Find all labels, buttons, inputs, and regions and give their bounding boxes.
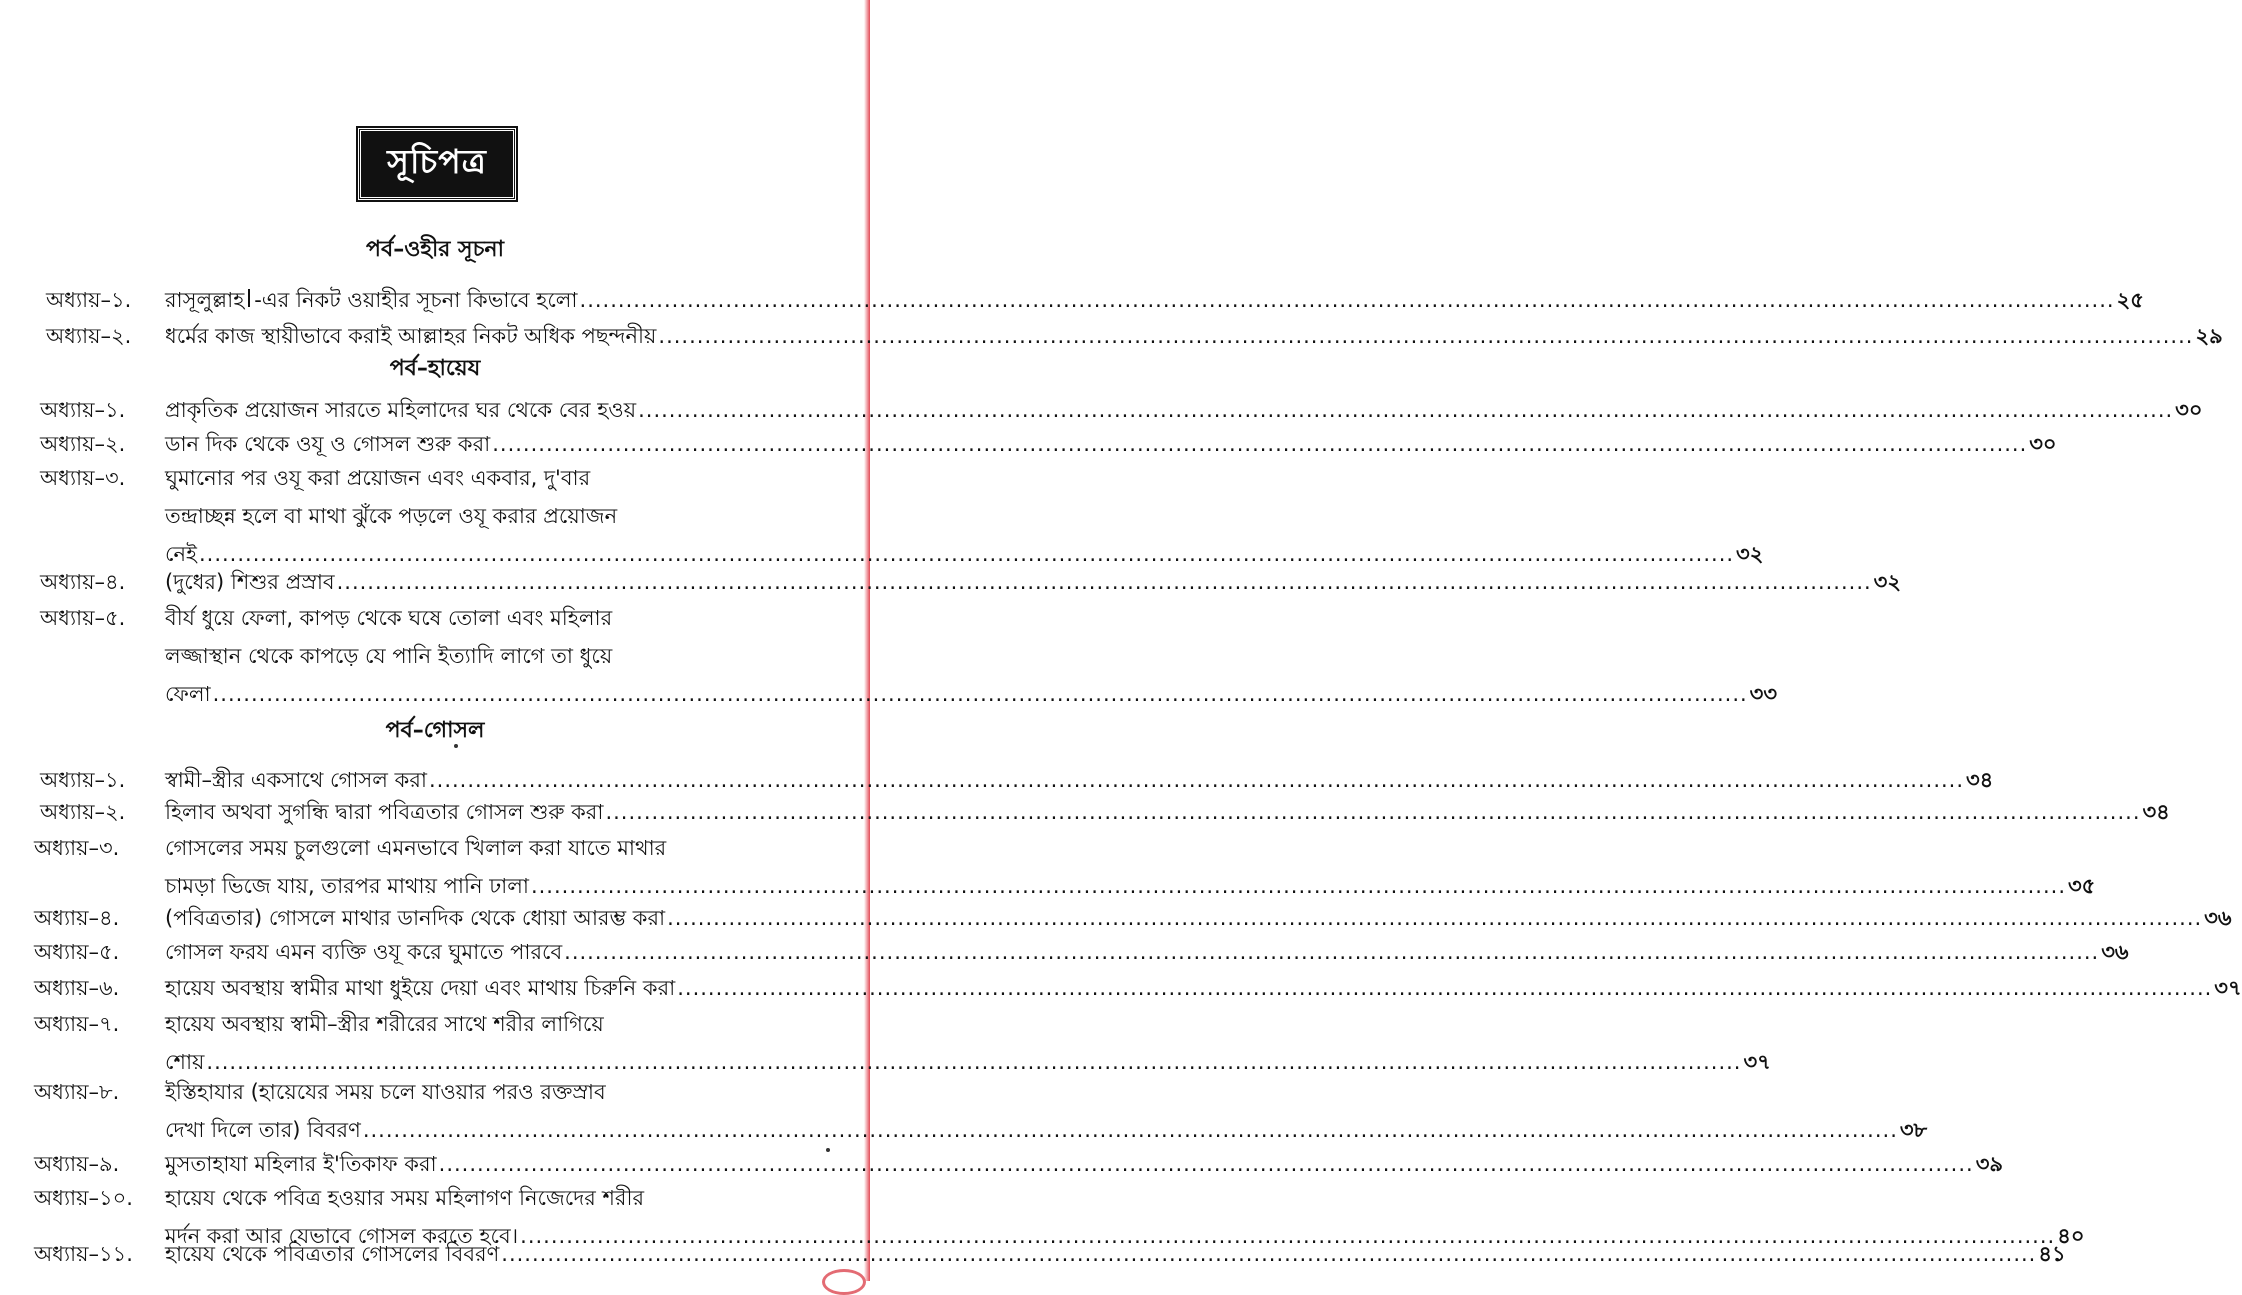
- page-number: ৩৪: [1966, 768, 1994, 792]
- chapter-title-text: গোসলের সময় চুলগুলো এমনভাবে খিলাল করা যাতে মাথার: [165, 836, 667, 860]
- chapter-title-line: [165, 428, 2057, 463]
- leader-dots: ........................................................................................................................................................................................................: [438, 1152, 1974, 1176]
- chapter-title-text: হায়েয থেকে পবিত্র হওয়ার সময় মহিলাগণ নিজেদের শরীর: [165, 1186, 645, 1210]
- print-speck: [826, 1148, 830, 1152]
- section-heading: পর্ব–হায়েয: [389, 356, 481, 381]
- leader-dots: ........................................................................................................................................................................................................: [638, 398, 2174, 422]
- chapter-label: অধ্যায়–১.: [40, 768, 126, 792]
- leader-dots: ........................................................................................................................................................................................................: [564, 940, 2100, 964]
- leader-dots: ........................................................................................................................................................................................................: [605, 800, 2141, 824]
- page-number: ৩০: [2029, 432, 2057, 456]
- leader-dots: ........................................................................................................................................................................................................: [667, 906, 2203, 930]
- chapter-label: অধ্যায়–২.: [46, 324, 132, 348]
- page-number: ৩০: [2175, 398, 2203, 422]
- chapter-title-text: তন্দ্রাচ্ছন্ন হলে বা মাথা ঝুঁকে পড়লে ওযূ করার প্রয়োজন: [165, 504, 618, 528]
- chapter-title-line: [165, 1114, 1928, 1149]
- chapter-title-line: [165, 320, 2223, 355]
- chapter-title-line: [165, 972, 2242, 1007]
- leader-dots: ........................................................................................................................................................................................................: [658, 324, 2194, 348]
- chapter-title-text: হিলাব অথবা সুগন্ধি দ্বারা পবিত্রতার গোসল শুরু করা: [165, 800, 604, 824]
- chapter-title-text: ফেলা: [165, 682, 211, 706]
- leader-dots: ........................................................................................................................................................................................................: [212, 682, 1748, 706]
- toc-entry: [0, 936, 2129, 974]
- chapter-label: অধ্যায়–২.: [40, 800, 126, 824]
- page-number: ৩৬: [2101, 940, 2129, 964]
- chapter-title-line: [165, 902, 2232, 937]
- toc-entry: [0, 1008, 1771, 1084]
- chapter-title-line: [165, 936, 2129, 971]
- toc-entry: [0, 394, 2203, 432]
- page-number: ২৯: [2195, 324, 2223, 348]
- leader-dots: ........................................................................................................................................................................................................: [530, 874, 2067, 898]
- section-heading: পর্ব–ওহীর সূচনা: [366, 237, 504, 262]
- toc-entry: [0, 1076, 1928, 1152]
- section-heading: পর্ব–গোসল: [385, 718, 485, 743]
- page-number: ৪০: [2057, 1224, 2085, 1248]
- toc-entry: [0, 428, 2057, 466]
- chapter-title-line: [165, 1148, 2003, 1183]
- chapter-title-text: রাসূলুল্লাহ: [165, 288, 245, 312]
- page-number: ৩৩: [1749, 682, 1777, 706]
- print-speck: [454, 744, 458, 748]
- chapter-title-text: ধর্মের কাজ স্থায়ীভাবে করাই আল্লাহর নিকট অধিক পছন্দনীয়: [165, 324, 657, 348]
- chapter-title-text: শোয়: [165, 1050, 205, 1074]
- chapter-title-line: [165, 1182, 826, 1217]
- chapter-title-text: -এর নিকট ওয়াহীর সূচনা কিভাবে হলো: [254, 288, 578, 312]
- leader-dots: ........................................................................................................................................................................................................: [501, 1242, 2037, 1266]
- chapter-label: অধ্যায়–৯.: [34, 1152, 120, 1176]
- chapter-title-text: হায়েয অবস্থায় স্বামীর মাথা ধুইয়ে দেয়া এবং মাথায় চিরুনি করা: [165, 976, 676, 1000]
- chapter-title-text: ইস্তিহাযার (হায়েযের সময় চলে যাওয়ার পরও রক্তস্রাব: [165, 1080, 606, 1104]
- chapter-title-text: দেখা দিলে তার) বিবরণ: [165, 1118, 361, 1142]
- toc-entry: [0, 832, 2096, 908]
- chapter-label: অধ্যায়–১০.: [34, 1186, 133, 1210]
- toc-entry: [0, 972, 2242, 1010]
- page-number: ৩৭: [2214, 976, 2242, 1000]
- chapter-title-text: নেই: [165, 542, 197, 566]
- page-number: ৩৭: [1743, 1050, 1771, 1074]
- chapter-title-line: [165, 678, 1777, 713]
- chapter-title-line: [165, 796, 2170, 831]
- chapter-title-text: চামড়া ভিজে যায়, তারপর মাথায় পানি ঢালা: [165, 874, 529, 898]
- page-number: ৪১: [2038, 1242, 2066, 1266]
- chapter-title-text: বীর্য ধুয়ে ফেলা, কাপড় থেকে ঘষে তোলা এবং মহিলার: [165, 606, 613, 630]
- toc-entry: [0, 1148, 2003, 1186]
- chapter-title-text: স্বামী–স্ত্রীর একসাথে গোসল করা: [165, 768, 427, 792]
- chapter-title-line: [165, 1076, 826, 1111]
- page-number: ৩৪: [2142, 800, 2170, 824]
- chapter-title-line: [165, 284, 2144, 319]
- chapter-title-line: [165, 602, 826, 637]
- chapter-title-text: ঘুমানোর পর ওযূ করা প্রয়োজন এবং একবার, দু'বার: [165, 466, 591, 490]
- chapter-label: অধ্যায়–১১.: [34, 1242, 133, 1266]
- chapter-title-text: (দুধের) শিশুর প্রস্রাব: [165, 570, 335, 594]
- chapter-label: অধ্যায়–৩.: [34, 836, 120, 860]
- chapter-title-text: হায়েয অবস্থায় স্বামী–স্ত্রীর শরীরের সাথে শরীর লাগিয়ে: [165, 1012, 604, 1036]
- chapter-title-line: [165, 1238, 2066, 1273]
- leader-dots: ........................................................................................................................................................................................................: [362, 1118, 1898, 1142]
- chapter-title-text: মুসতাহাযা মহিলার ই'তিকাফ করা: [165, 1152, 437, 1176]
- toc-entry: [0, 566, 1901, 604]
- chapter-label: অধ্যায়–৫.: [40, 606, 126, 630]
- chapter-title-line: [165, 640, 826, 675]
- chapter-title-line: [165, 764, 1994, 799]
- leader-dots: ........................................................................................................................................................................................................: [198, 542, 1735, 566]
- toc-entry: [0, 796, 2170, 834]
- page-number: ২৫: [2116, 288, 2144, 312]
- chapter-title-line: [165, 870, 2096, 905]
- chapter-title-text: প্রাকৃতিক প্রয়োজন সারতে মহিলাদের ঘর থেকে বের হওয়: [165, 398, 637, 422]
- chapter-label: অধ্যায়–৪.: [40, 570, 126, 594]
- chapter-title-text: মর্দন করা আর যেভাবে গোসল করতে হবে।: [165, 1224, 519, 1248]
- salutation-icon: [248, 289, 250, 307]
- chapter-label: অধ্যায়–৫.: [34, 940, 120, 964]
- chapter-label: অধ্যায়–৩.: [40, 466, 126, 490]
- toc-entry: [0, 1238, 2066, 1276]
- toc-entry: [0, 902, 2232, 940]
- chapter-title-line: [165, 462, 826, 497]
- chapter-title-line: [165, 394, 2203, 429]
- page-number: ৩৫: [2068, 874, 2096, 898]
- toc-entry: [0, 602, 1777, 716]
- chapter-title-text: (পবিত্রতার) গোসলে মাথার ডানদিক থেকে ধোয়া আরম্ভ করা: [165, 906, 666, 930]
- chapter-label: অধ্যায়–১.: [46, 288, 132, 312]
- chapter-title-line: [165, 1008, 826, 1043]
- page-number: ৩৯: [1975, 1152, 2003, 1176]
- leader-dots: ........................................................................................................................................................................................................: [579, 288, 2115, 312]
- chapter-title-text: হায়েয থেকে পবিত্রতার গোসলের বিবরণ: [165, 1242, 500, 1266]
- leader-dots: ........................................................................................................................................................................................................: [206, 1050, 1742, 1074]
- chapter-title-text: গোসল ফরয এমন ব্যক্তি ওযূ করে ঘুমাতে পারবে: [165, 940, 563, 964]
- chapter-label: অধ্যায়–৮.: [34, 1080, 120, 1104]
- chapter-title-line: [165, 500, 826, 535]
- chapter-title-text: ডান দিক থেকে ওযূ ও গোসল শুরু করা: [165, 432, 491, 456]
- page-number: ৩২: [1873, 570, 1901, 594]
- leader-dots: ........................................................................................................................................................................................................: [677, 976, 2213, 1000]
- chapter-label: অধ্যায়–১.: [40, 398, 126, 422]
- chapter-label: অধ্যায়–৪.: [34, 906, 120, 930]
- leader-dots: ........................................................................................................................................................................................................: [336, 570, 1872, 594]
- chapter-title-line: [165, 566, 1901, 601]
- toc-entry: [0, 462, 1764, 576]
- page-title: সূচিপত্র: [358, 128, 516, 200]
- leader-dots: ........................................................................................................................................................................................................: [520, 1224, 2056, 1248]
- page-number: ৩৮: [1899, 1118, 1928, 1142]
- leader-dots: ........................................................................................................................................................................................................: [428, 768, 1965, 792]
- page-number: ৩৬: [2204, 906, 2232, 930]
- leader-dots: ........................................................................................................................................................................................................: [492, 432, 2028, 456]
- chapter-label: অধ্যায়–৭.: [34, 1012, 120, 1036]
- chapter-label: অধ্যায়–২.: [40, 432, 126, 456]
- page-number: ৩২: [1736, 542, 1764, 566]
- chapter-title-line: [165, 832, 826, 867]
- chapter-title-text: লজ্জাস্থান থেকে কাপড়ে যে পানি ইত্যাদি লাগে তা ধুয়ে: [165, 644, 613, 668]
- chapter-label: অধ্যায়–৬.: [34, 976, 120, 1000]
